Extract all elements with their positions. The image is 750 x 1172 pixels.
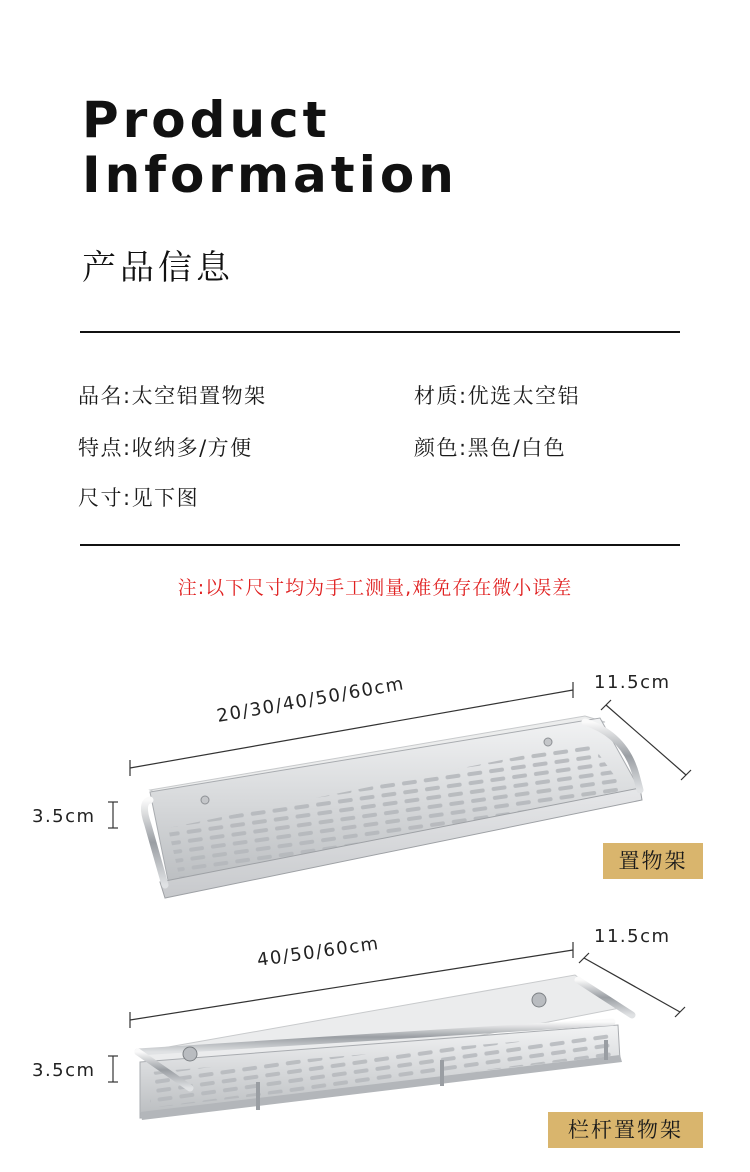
shelf-2-depth-label: 11.5cm [594,926,671,947]
measurement-note: 注:以下尺寸均为手工测量,难免存在微小误差 [177,577,573,599]
title-product: Product [82,91,331,149]
shelf-2-height-label: 3.5cm [32,1060,96,1081]
spec-size: 尺寸:见下图 [78,486,200,510]
spec-material: 材质:优选太空铝 [414,384,581,408]
shelf-1-depth-label: 11.5cm [594,672,671,693]
spec-color: 颜色:黑色/白色 [414,436,567,460]
subtitle-chinese: 产品信息 [82,248,234,288]
title-information: Information [82,146,458,204]
shelf-2-drawing [108,942,685,1120]
shelf-1-length-label: 20/30/40/50/60cm [215,673,407,727]
product-tag-shelf: 置物架 [603,843,703,879]
shelf-1-height-label: 3.5cm [32,806,96,827]
spec-feature: 特点:收纳多/方便 [78,436,253,460]
spec-name: 品名:太空铝置物架 [78,384,267,408]
product-tag-railing-shelf: 栏杆置物架 [548,1112,703,1148]
shelf-2-length-label: 40/50/60cm [255,932,381,971]
